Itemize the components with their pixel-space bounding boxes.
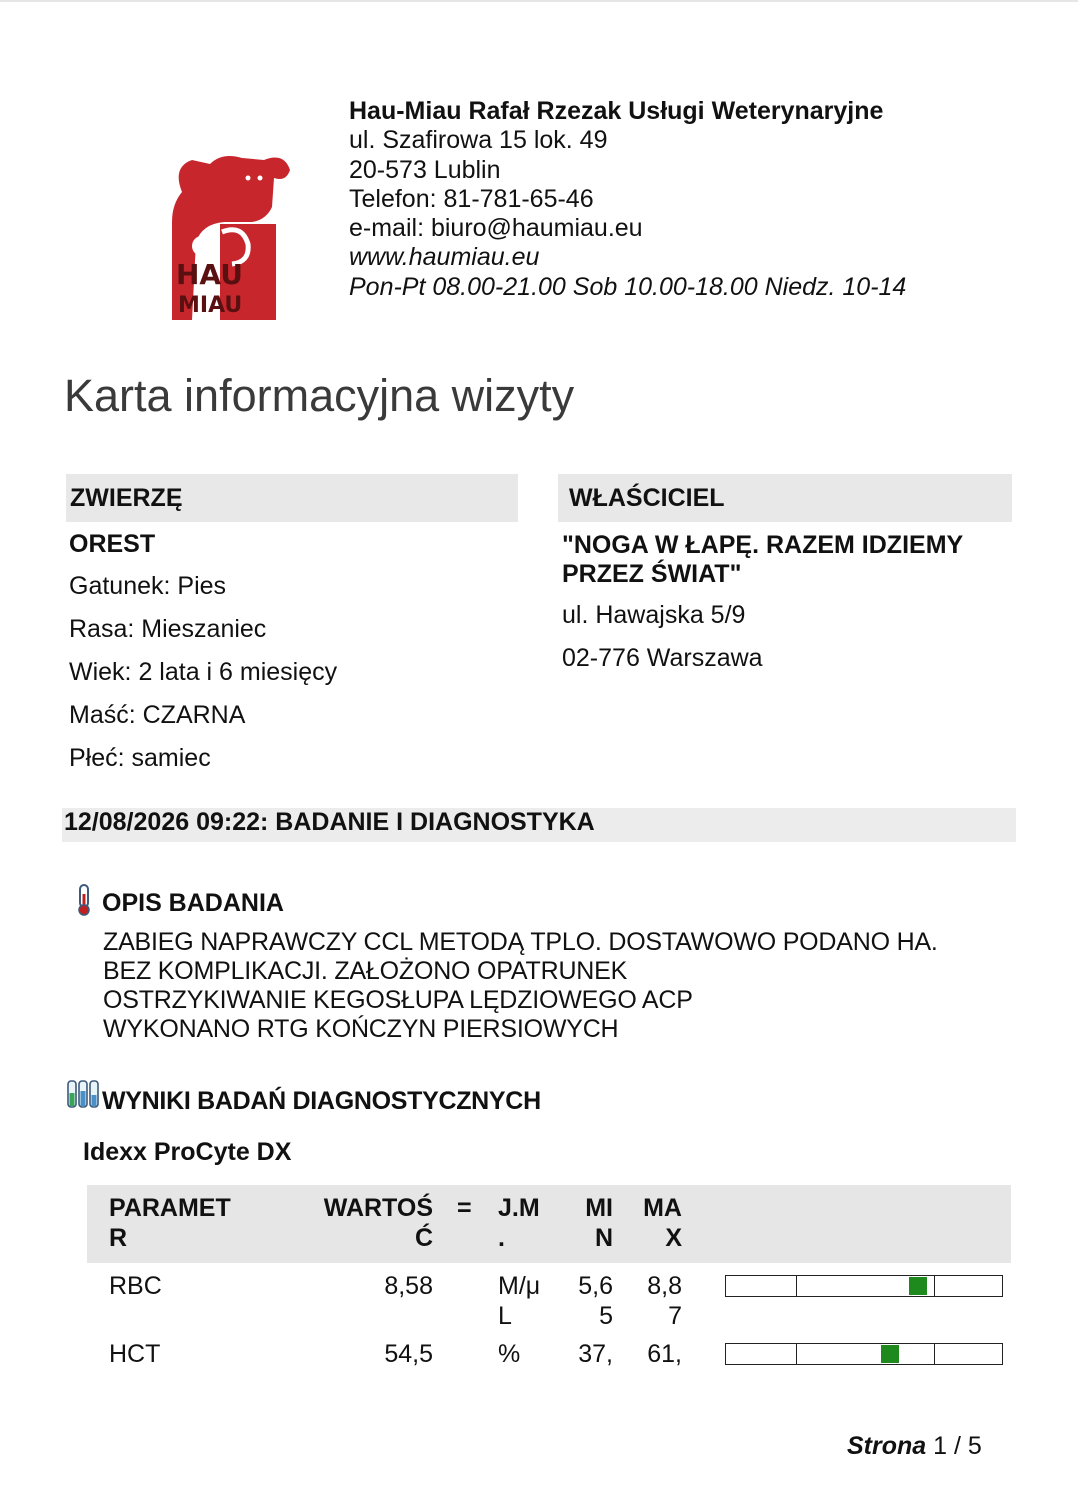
col-header-max: MA X bbox=[643, 1194, 682, 1252]
results-table bbox=[87, 1185, 1011, 1399]
table-row bbox=[87, 1331, 1011, 1399]
logo-text-miau: MIAU bbox=[178, 293, 243, 318]
col-header-value: WARTOŚ Ć bbox=[323, 1194, 433, 1252]
value-marker bbox=[909, 1277, 927, 1295]
document-title: Karta informacyjna wizyty bbox=[64, 370, 575, 421]
animal-species: Gatunek: Pies bbox=[69, 572, 227, 600]
col-header-unit: J.M . bbox=[498, 1194, 540, 1252]
clinic-name: Hau-Miau Rafał Rzezak Usługi Weterynaryjne bbox=[349, 97, 884, 125]
logo-text-hau: HAU bbox=[176, 258, 243, 291]
exam-description-title: OPIS BADANIA bbox=[102, 889, 284, 917]
animal-section-header: ZWIERZĘ bbox=[66, 474, 518, 522]
range-tick bbox=[796, 1276, 797, 1296]
col-header-parameter: PARAMET R bbox=[109, 1194, 231, 1252]
results-table-header bbox=[87, 1185, 1011, 1263]
col-header-flag: = bbox=[457, 1194, 472, 1222]
exam-description-text bbox=[103, 928, 938, 1044]
visit-header: 12/08/2026 09:22: BADANIE I DIAGNOSTYKA bbox=[62, 808, 1016, 842]
clinic-street: ul. Szafirowa 15 lok. 49 bbox=[349, 126, 608, 155]
animal-sex: Płeć: samiec bbox=[69, 744, 211, 772]
range-tick bbox=[934, 1344, 935, 1364]
range-tick bbox=[796, 1344, 797, 1364]
cell-max: 61, bbox=[647, 1340, 682, 1368]
value-marker bbox=[881, 1345, 899, 1363]
table-row bbox=[87, 1263, 1011, 1331]
clinic-hours: Pon-Pt 08.00-21.00 Sob 10.00-18.00 Niedz. 10-14 bbox=[349, 272, 907, 301]
range-bar bbox=[725, 1343, 1003, 1365]
range-tick bbox=[934, 1276, 935, 1296]
exam-line: BEZ KOMPLIKACJI. ZAŁOŻONO OPATRUNEK bbox=[103, 957, 628, 985]
clinic-phone: Telefon: 81-781-65-46 bbox=[349, 184, 594, 213]
cell-parameter: HCT bbox=[109, 1340, 161, 1368]
cell-min: 37, bbox=[578, 1340, 613, 1368]
cell-unit: M/μ L bbox=[498, 1272, 541, 1330]
animal-age: Wiek: 2 lata i 6 miesięcy bbox=[69, 658, 338, 686]
page-total: / 5 bbox=[954, 1432, 982, 1460]
owner-city: 02-776 Warszawa bbox=[562, 644, 763, 672]
thermometer-icon bbox=[74, 884, 94, 916]
page-current: 1 bbox=[933, 1432, 948, 1460]
cell-min: 5,6 5 bbox=[578, 1272, 613, 1330]
owner-street: ul. Hawajska 5/9 bbox=[562, 601, 746, 629]
page-label: Strona bbox=[847, 1432, 927, 1460]
cell-max: 8,8 7 bbox=[647, 1272, 682, 1330]
clinic-website: www.haumiau.eu bbox=[349, 243, 540, 272]
exam-line: OSTRZYKIWANIE KEGOSŁUPA LĘDZIOWEGO ACP bbox=[103, 986, 693, 1014]
owner-section-header: WŁAŚCICIEL bbox=[558, 474, 1012, 522]
animal-name: OREST bbox=[69, 530, 156, 558]
animal-color: Maść: CZARNA bbox=[69, 701, 246, 729]
haumiau-logo bbox=[162, 152, 292, 327]
range-bar bbox=[725, 1275, 1003, 1297]
cell-parameter: RBC bbox=[109, 1272, 162, 1300]
cell-value: 8,58 bbox=[384, 1272, 433, 1300]
clinic-info bbox=[349, 97, 906, 302]
top-border bbox=[0, 0, 1078, 2]
page-number bbox=[847, 1432, 982, 1461]
test-tubes-icon bbox=[65, 1079, 99, 1111]
col-header-min: MI N bbox=[585, 1194, 613, 1252]
animal-breed: Rasa: Mieszaniec bbox=[69, 615, 267, 643]
owner-name: "NOGA W ŁAPĘ. RAZEM IDZIEMY PRZEZ ŚWIAT" bbox=[562, 531, 963, 588]
device-name: Idexx ProCyte DX bbox=[83, 1138, 292, 1166]
clinic-email: e-mail: biuro@haumiau.eu bbox=[349, 214, 643, 243]
animal-details bbox=[69, 530, 337, 787]
exam-line: WYKONANO RTG KOŃCZYN PIERSIOWYCH bbox=[103, 1015, 619, 1043]
cell-value: 54,5 bbox=[384, 1340, 433, 1368]
diagnostic-results-title: WYNIKI BADAŃ DIAGNOSTYCZNYCH bbox=[102, 1087, 541, 1115]
cell-unit: % bbox=[498, 1340, 521, 1368]
exam-line: ZABIEG NAPRAWCZY CCL METODĄ TPLO. DOSTAWOWO PODANO HA. bbox=[103, 928, 938, 956]
clinic-city: 20-573 Lublin bbox=[349, 155, 501, 184]
owner-details bbox=[562, 531, 1002, 687]
